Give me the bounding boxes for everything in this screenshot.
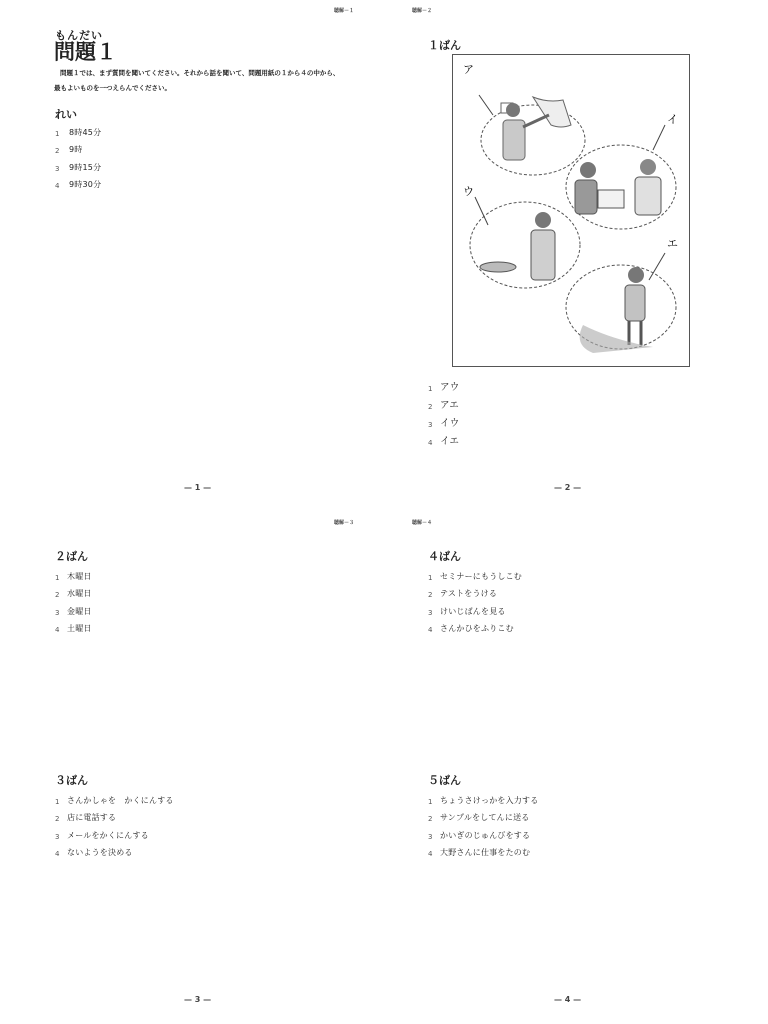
page-header: 聴解－４ — [412, 520, 433, 526]
option-3[interactable]: 3 イウ — [428, 418, 460, 429]
option-4[interactable]: 4 さんかひをふりこむ — [428, 624, 514, 634]
page-4 — [384, 512, 768, 1024]
page-footer: — 4 — — [554, 995, 582, 1004]
page-footer: — 3 — — [184, 995, 212, 1004]
page-3 — [0, 512, 384, 1024]
option-3[interactable]: 3 9時15分 — [55, 162, 102, 173]
title-ruby: もんだい — [55, 29, 103, 42]
scene-u-cooking — [470, 197, 580, 288]
option-1[interactable]: 1 さんかしゃを かくにんする — [55, 795, 174, 806]
label-u: ウ — [463, 185, 474, 198]
question-4-options — [428, 564, 522, 634]
scene-e-watering — [566, 253, 676, 353]
option-4[interactable]: 4 大野さんに仕事をたのむ — [428, 848, 531, 858]
question-1-options — [428, 375, 459, 447]
page-header: 聴解－３ — [333, 520, 354, 526]
option-2[interactable]: 2 店に電話する — [55, 813, 117, 823]
option-4[interactable]: 4 イエ — [428, 436, 460, 447]
option-4[interactable]: 4 土曜日 — [55, 624, 92, 634]
page-header: 聴解－１ — [333, 8, 354, 14]
label-e: エ — [667, 237, 678, 250]
option-3[interactable]: 3 金曜日 — [55, 606, 92, 617]
example-options — [55, 120, 101, 190]
option-1[interactable]: 1 木曜日 — [55, 571, 92, 582]
question-5-options — [428, 788, 538, 858]
question-3-label: ３ばん — [55, 774, 88, 787]
page-footer: — 1 — — [184, 483, 212, 492]
scene-a-laundry — [479, 95, 585, 175]
question-2-label: ２ばん — [55, 550, 88, 563]
option-1[interactable]: 1 アウ — [428, 382, 460, 393]
option-2[interactable]: 2 9時 — [55, 145, 83, 155]
option-2[interactable]: 2 テストをうける — [428, 589, 498, 599]
option-2[interactable]: 2 サンプルをしてんに送る — [428, 813, 530, 823]
page-header: 聴解－２ — [412, 8, 433, 14]
question-4-label: ４ばん — [428, 550, 461, 563]
option-3[interactable]: 3 メールをかくにんする — [55, 830, 149, 841]
option-2[interactable]: 2 アエ — [428, 400, 459, 411]
question-2-options — [55, 564, 92, 634]
instructions-line-1: 問題１では、まず質問を聞いてください。それから話を聞いて、問題用紙の１から４の中から、 — [60, 69, 340, 77]
scene-i-package — [566, 125, 676, 229]
illustration-svg — [453, 55, 689, 366]
page-footer: — 2 — — [554, 483, 582, 492]
question-1-label: １ばん — [428, 39, 461, 52]
question-1-illustration — [452, 54, 690, 367]
option-1[interactable]: 1 ちょうさけっかを入力する — [428, 795, 539, 806]
option-3[interactable]: 3 けいじばんを見る — [428, 606, 506, 617]
page-title: 問題１ — [54, 40, 117, 64]
label-i: イ — [667, 113, 678, 126]
page-1 — [0, 0, 384, 512]
example-label: れい — [55, 108, 77, 121]
option-1[interactable]: 1 8時45分 — [55, 127, 102, 138]
question-5-label: ５ばん — [428, 774, 461, 787]
question-3-options — [55, 788, 174, 858]
option-4[interactable]: 4 9時30分 — [55, 180, 102, 190]
option-2[interactable]: 2 水曜日 — [55, 589, 92, 599]
option-4[interactable]: 4 ないようを決める — [55, 848, 133, 858]
instructions-line-2: 最もよいものを一つえらんでください。 — [54, 84, 171, 92]
option-1[interactable]: 1 セミナーにもうしこむ — [428, 571, 522, 582]
option-3[interactable]: 3 かいぎのじゅんびをする — [428, 830, 531, 841]
label-a: ア — [463, 63, 474, 76]
